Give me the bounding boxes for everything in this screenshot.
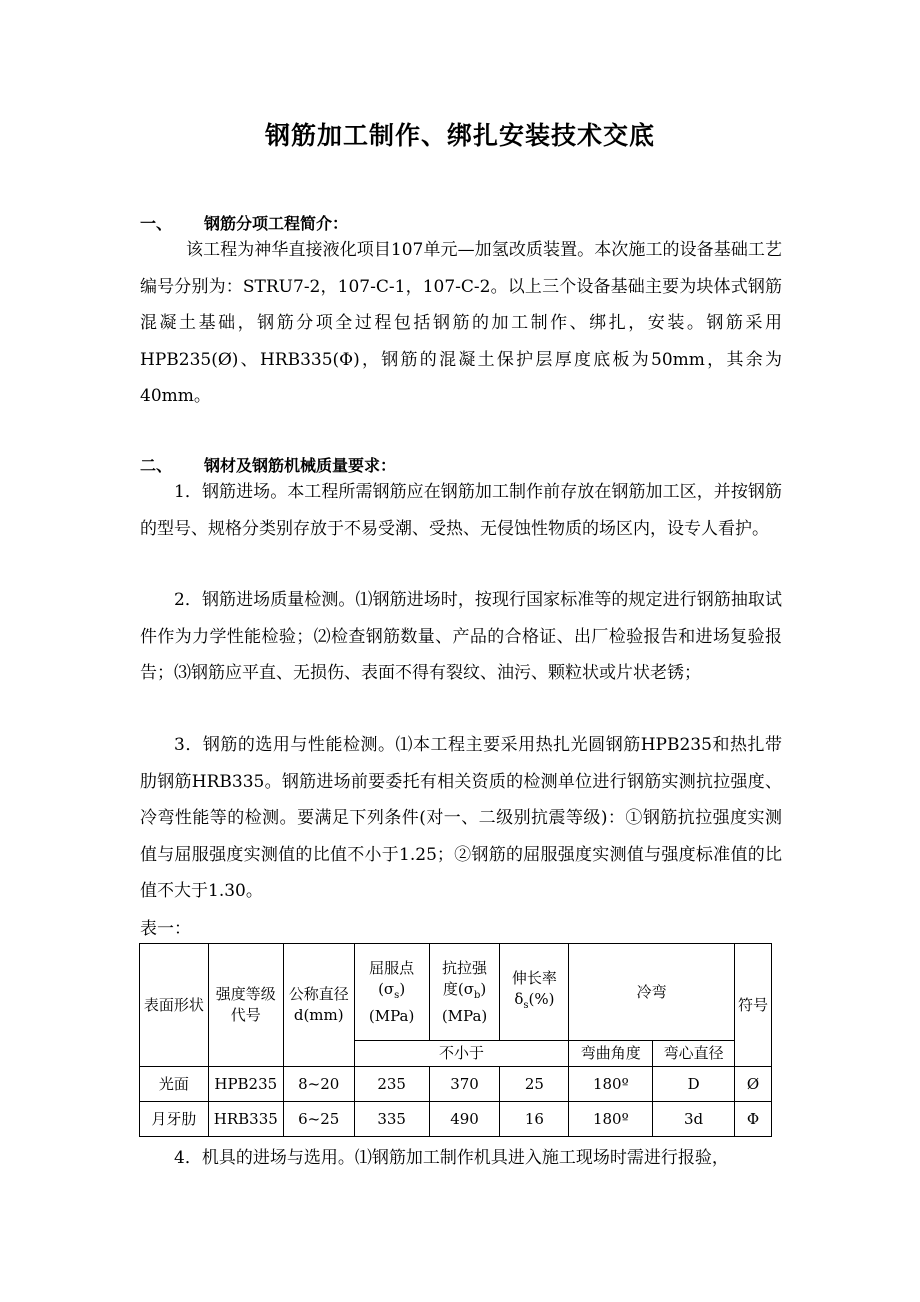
cell-yield: 235 [354, 1067, 429, 1102]
table-row [140, 1102, 772, 1137]
cell-diameter: 8~20 [283, 1067, 354, 1102]
document-title: 钢筋加工制作、绑扎安装技术交底 [264, 121, 655, 150]
header-min-value: 不小于 [354, 1041, 569, 1067]
cell-surface: 月牙肋 [140, 1102, 209, 1137]
paragraph-equipment: 4．机具的进场与选用。⑴钢筋加工制作机具进入施工现场时需进行报验， [174, 1148, 729, 1168]
cell-grade: HPB235 [208, 1067, 283, 1102]
section-2-number: 二、 [140, 456, 173, 475]
section-2-heading [140, 453, 396, 476]
section-1-number: 一、 [140, 214, 173, 233]
header-elongation-unit: (%) [528, 990, 555, 1008]
section-2-title: 钢材及钢筋机械质量要求： [204, 456, 397, 475]
header-tensile-label: 抗拉强 [442, 958, 488, 977]
header-yield [354, 944, 429, 1041]
cell-bend-angle: 180º [569, 1067, 653, 1102]
header-tensile [429, 944, 500, 1041]
header-symbol: 符号 [734, 944, 771, 1067]
header-tensile-unit: (MPa) [441, 1006, 488, 1025]
header-tensile-symbol: 度(σ [442, 979, 474, 998]
header-yield-close: ) [399, 979, 406, 998]
section-1-title: 钢筋分项工程简介： [204, 214, 349, 233]
header-elongation [500, 944, 569, 1041]
header-tensile-close: ) [480, 979, 487, 998]
header-bend-angle: 弯曲角度 [569, 1041, 653, 1067]
table-row [140, 1067, 772, 1102]
cell-bend-diameter: D [653, 1067, 735, 1102]
header-elongation-sub: s [523, 1000, 529, 1011]
section-1-heading [140, 211, 348, 234]
cell-bend-angle: 180º [569, 1102, 653, 1137]
cell-yield: 335 [354, 1102, 429, 1137]
header-yield-unit: (MPa) [368, 1006, 415, 1025]
header-diameter: 公称直径d(mm) [283, 944, 354, 1067]
cell-elongation: 25 [500, 1067, 569, 1102]
header-surface: 表面形状 [140, 944, 209, 1067]
header-yield-sub: s [394, 989, 400, 1001]
header-elongation-symbol: δ [514, 990, 524, 1008]
header-yield-symbol: (σ [378, 979, 395, 998]
header-yield-label: 屈服点 [369, 958, 415, 977]
header-elongation-label: 伸长率 [511, 969, 557, 987]
cell-tensile: 490 [429, 1102, 500, 1137]
section-1-paragraph: 该工程为神华直接液化项目107单元—加氢改质装置。本次施工的设备基础工艺编号分别为：STRU7-2，107-C-1，107-C-2。以上三个设备基础主要为块体式钢筋混凝土基础，钢筋分项全过程包括钢筋的加工制作、绑扎，安装。钢筋采用HPB235(Ø)、HRB335(Φ)，钢筋的混凝土保护层厚度底板为50mm，其余为40mm。 [140, 240, 782, 406]
cell-diameter: 6~25 [283, 1102, 354, 1137]
header-cold-bend: 冷弯 [569, 944, 735, 1041]
cell-elongation: 16 [500, 1102, 569, 1137]
paragraph-selection-testing: 3．钢筋的选用与性能检测。⑴本工程主要采用热扎光圆钢筋HPB235和热扎带肋钢筋HRB335。钢筋进场前要委托有相关资质的检测单位进行钢筋实测抗拉强度、冷弯性能等的检测。要满足下列条件(对一、二级别抗震等级)：①钢筋抗拉强度实测值与屈服强度实测值的比值不小于1.25；②钢筋的屈服强度实测值与强度标准值的比值不大于1.30。 [140, 735, 782, 901]
cell-grade: HRB335 [208, 1102, 283, 1137]
header-bend-diameter: 弯心直径 [653, 1041, 735, 1067]
steel-spec-table [139, 943, 772, 1137]
paragraph-quality-check: 2．钢筋进场质量检测。⑴钢筋进场时，按现行国家标准等的规定进行钢筋抽取试件作为力学性能检验；⑵检查钢筋数量、产品的合格证、出厂检验报告和进场复验报告；⑶钢筋应平直、无损伤、表面不得有裂纹、油污、颗粒状或片状老锈； [140, 590, 782, 683]
cell-bend-diameter: 3d [653, 1102, 735, 1137]
cell-symbol: Φ [734, 1102, 771, 1137]
header-tensile-sub: b [473, 989, 481, 1001]
header-grade: 强度等级代号 [208, 944, 283, 1067]
cell-symbol: Ø [734, 1067, 771, 1102]
cell-tensile: 370 [429, 1067, 500, 1102]
table-label: 表一： [140, 919, 191, 939]
cell-surface: 光面 [140, 1067, 209, 1102]
paragraph-steel-arrival: 1．钢筋进场。本工程所需钢筋应在钢筋加工制作前存放在钢筋加工区，并按钢筋的型号、规格分类别存放于不易受潮、受热、无侵蚀性物质的场区内，设专人看护。 [140, 482, 782, 539]
